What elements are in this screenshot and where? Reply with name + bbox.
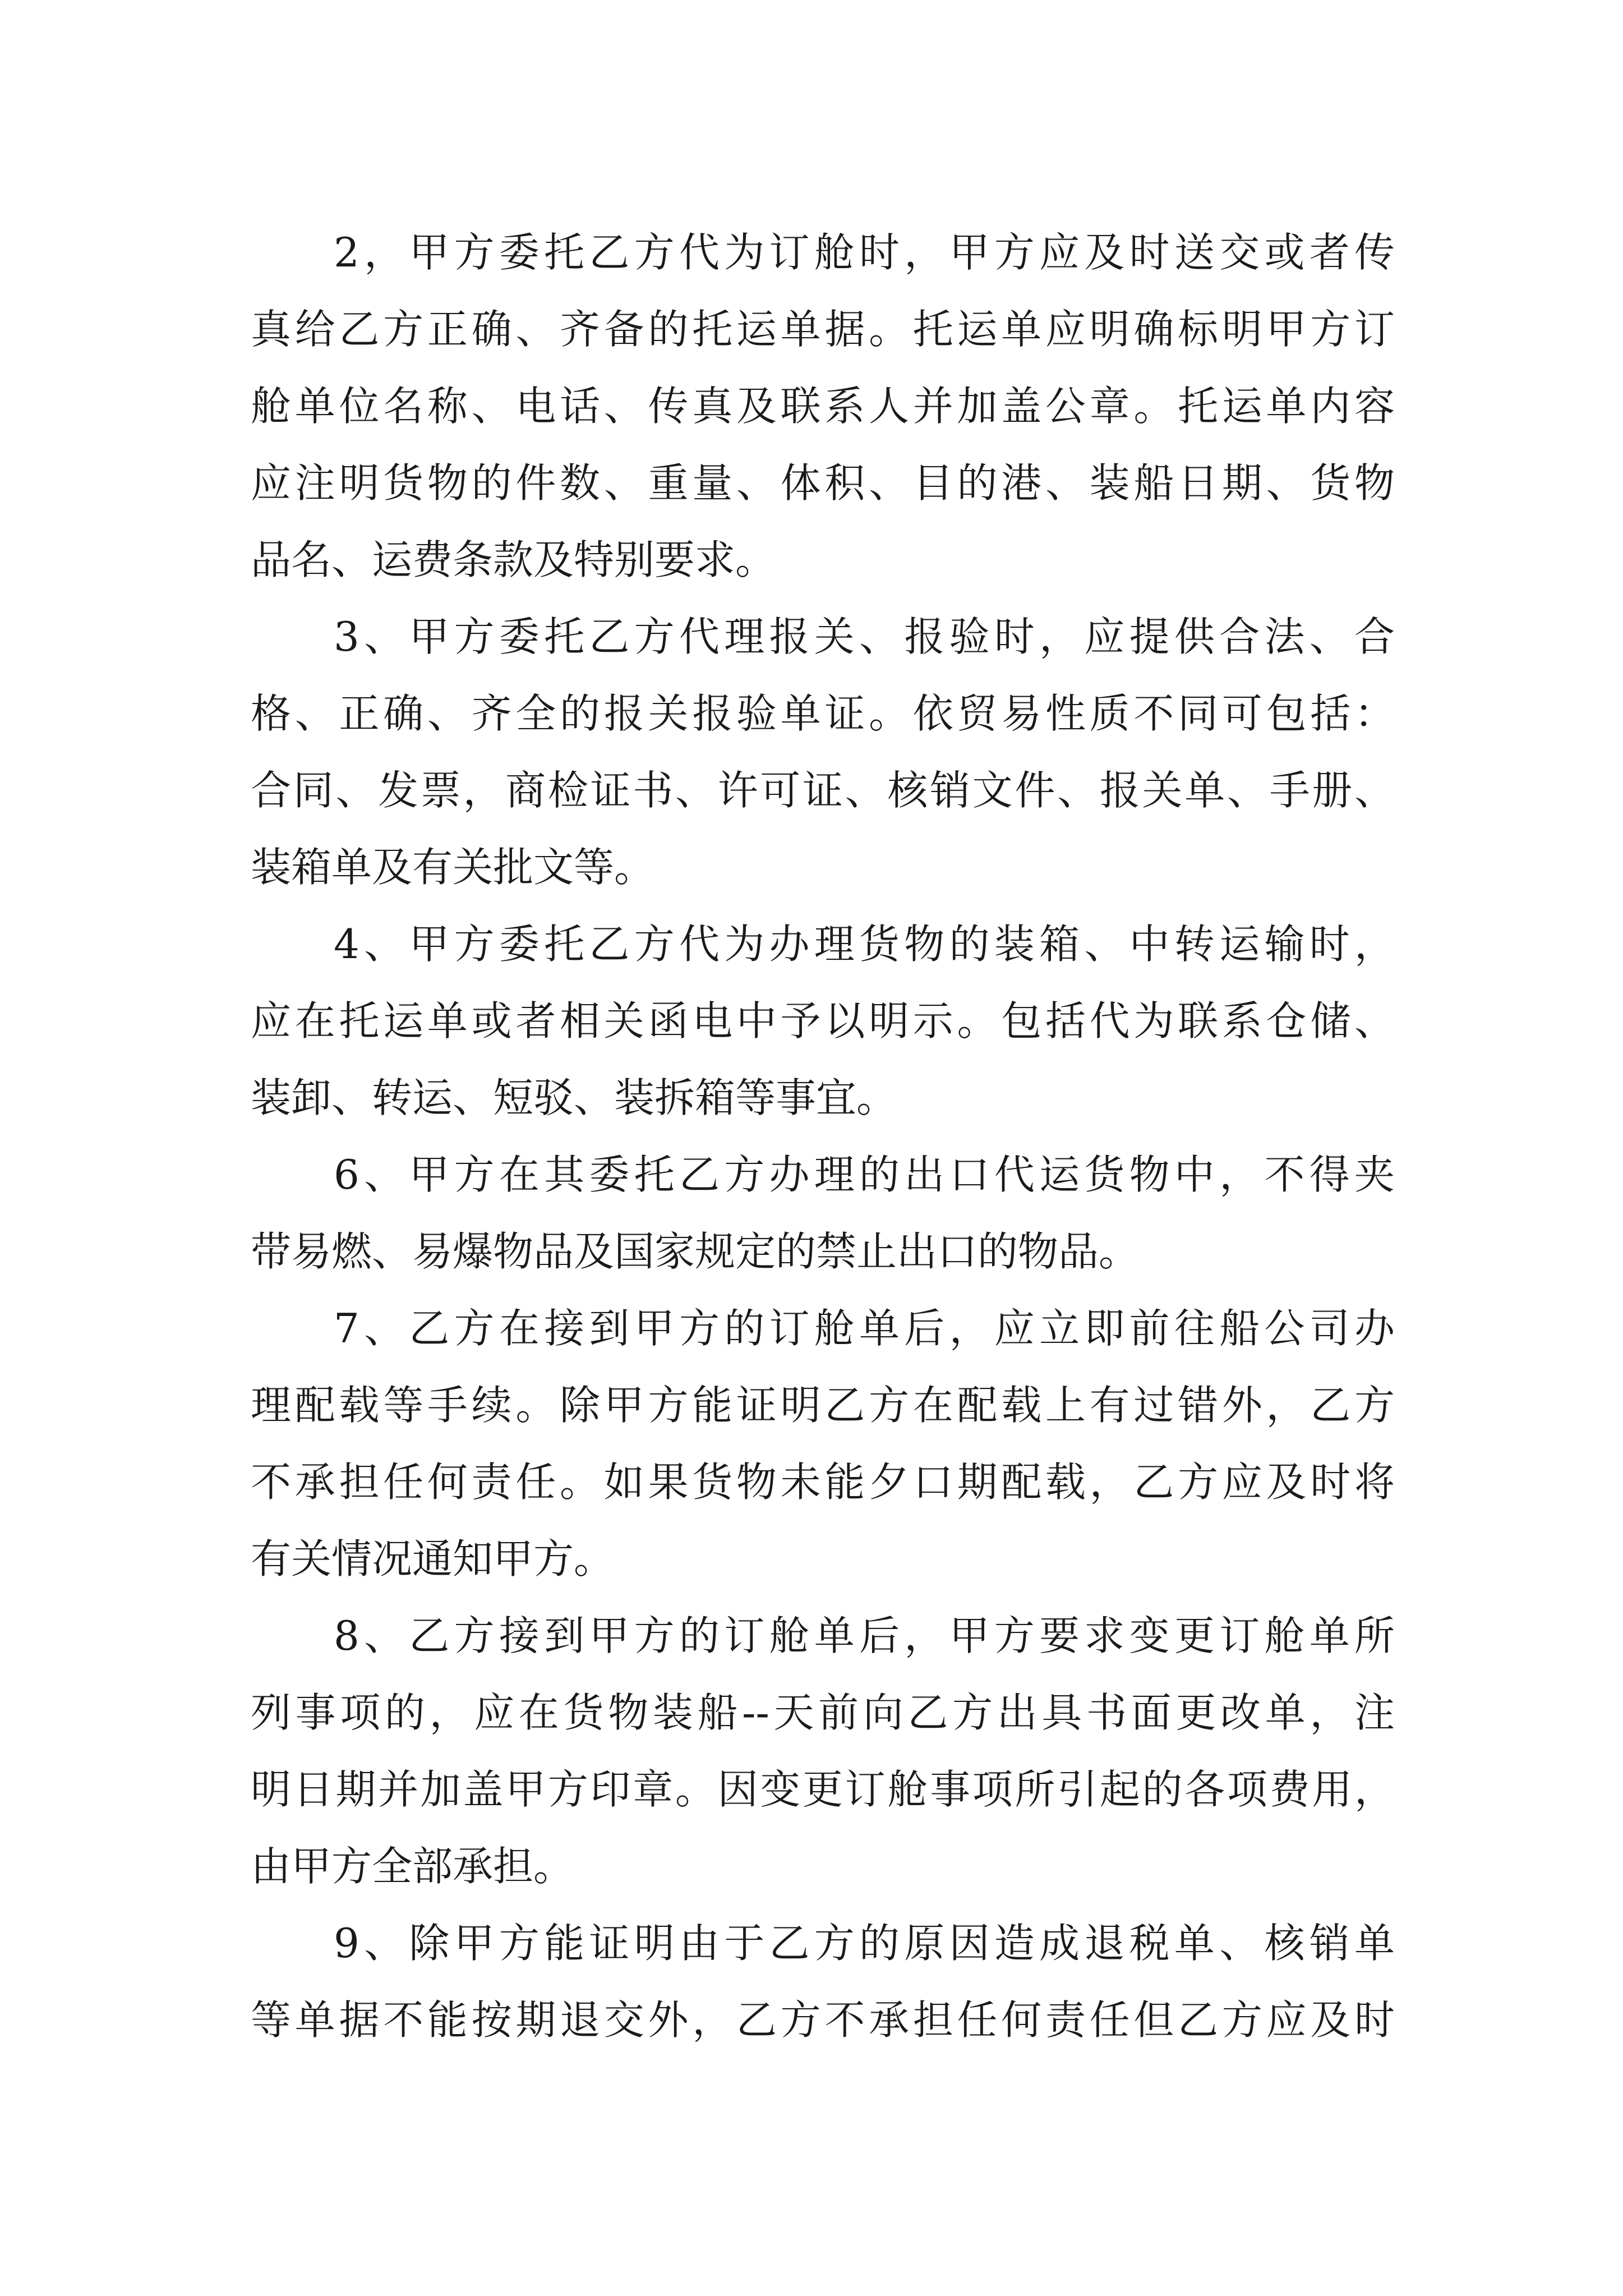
text-line: 理配载等手续。除甲方能证明乙方在配载上有过错外，乙方	[251, 1382, 1395, 1429]
paragraph-4	[251, 906, 1395, 1137]
paragraph-6	[251, 1137, 1395, 1290]
text-line: 应在托运单或者相关函电中予以明示。包括代为联系仓储、	[251, 997, 1395, 1045]
paragraph-9	[251, 1905, 1395, 2059]
text-line: 不承担任何责任。如果货物未能夕口期配载，乙方应及时将	[251, 1458, 1395, 1506]
text-line: 装卸、转运、短驳、装拆箱等事宜。	[251, 1074, 897, 1121]
text-line: 品名、运费条款及特别要求。	[251, 536, 776, 583]
text-line: 7、乙方在接到甲方的订舱单后，应立即前往船公司办	[334, 1305, 1395, 1352]
text-line: 有关情况通知甲方。	[251, 1535, 615, 1582]
text-line: 真给乙方正确、齐备的托运单据。托运单应明确标明甲方订	[251, 306, 1395, 353]
paragraph-2	[251, 214, 1395, 599]
text-line: 等单据不能按期退交外，乙方不承担任何责任但乙方应及时	[251, 1996, 1395, 2044]
text-line: 应注明货物的件数、重量、体积、目的港、装船日期、货物	[251, 459, 1395, 507]
text-line: 格、正确、齐全的报关报验单证。依贸易性质不同可包括：	[251, 690, 1395, 737]
text-line: 列事项的，应在货物装船--天前向乙方出具书面更改单，注	[251, 1689, 1395, 1736]
text-line: 3、甲方委托乙方代理报关、报验时，应提供合法、合	[334, 613, 1395, 660]
text-line: 8、乙方接到甲方的订舱单后，甲方要求变更订舱单所	[334, 1612, 1395, 1659]
text-line: 9、除甲方能证明由于乙方的原因造成退税单、核销单	[334, 1920, 1395, 1967]
text-line: 装箱单及有关批文等。	[251, 844, 655, 891]
text-line: 由甲方全部承担。	[251, 1843, 574, 1890]
text-line: 舱单位名称、电话、传真及联系人并加盖公章。托运单内容	[251, 383, 1395, 430]
text-line: 带易燃、易爆物品及国家规定的禁止出口的物品。	[251, 1228, 1140, 1275]
text-line: 2，甲方委托乙方代为订舱时，甲方应及时送交或者传	[334, 229, 1395, 276]
paragraph-7	[251, 1290, 1395, 1598]
text-line: 明日期并加盖甲方印章。因变更订舱事项所引起的各项费用，	[251, 1766, 1395, 1813]
paragraph-3	[251, 599, 1395, 906]
document-body	[251, 214, 1395, 2059]
paragraph-8	[251, 1598, 1395, 1905]
text-line: 4、甲方委托乙方代为办理货物的装箱、中转运输时，	[334, 921, 1395, 968]
text-line: 6、甲方在其委托乙方办理的出口代运货物中，不得夹	[334, 1151, 1395, 1198]
text-line: 合同、发票，商检证书、许可证、核销文件、报关单、手册、	[251, 767, 1395, 814]
